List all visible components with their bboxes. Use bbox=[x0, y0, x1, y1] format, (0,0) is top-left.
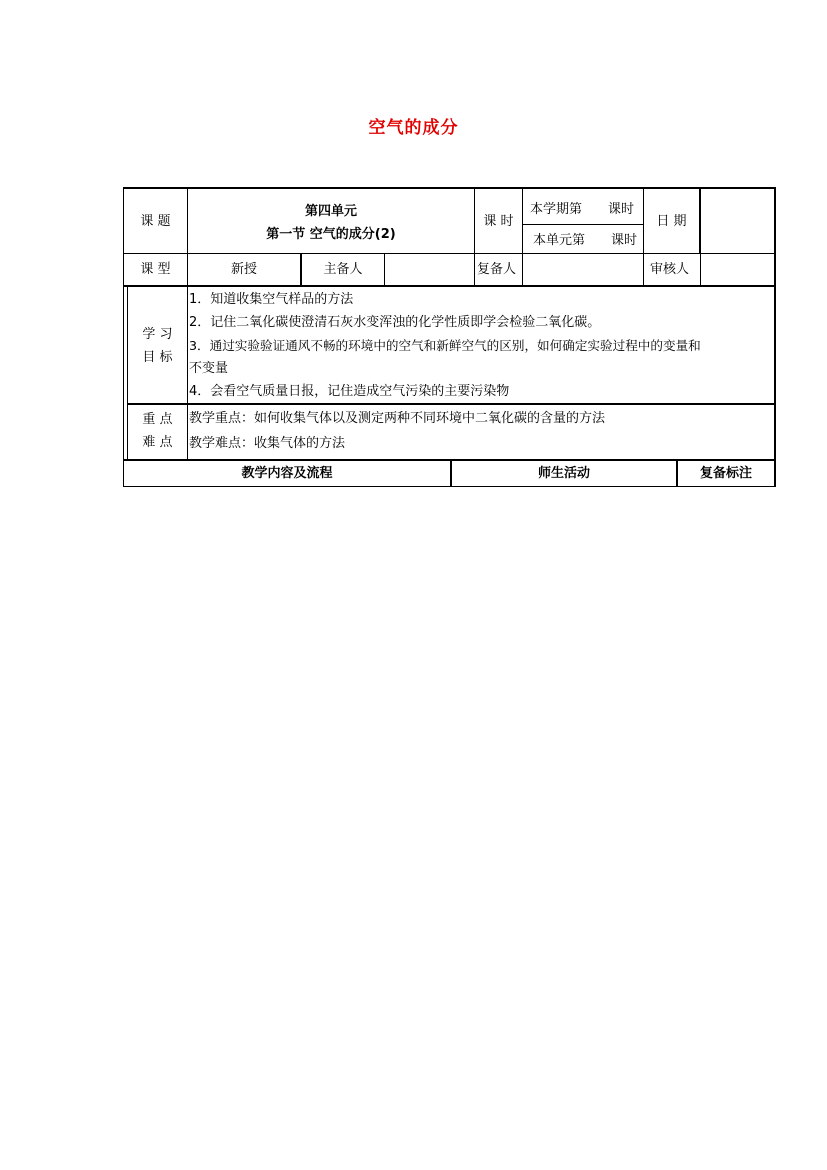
activities-header: 师生活动 bbox=[537, 466, 590, 481]
preparer-label: 主备人 bbox=[323, 262, 363, 277]
row-divider-1 bbox=[123, 253, 776, 254]
table-border-left bbox=[123, 187, 124, 487]
objective-item: 4．会看空气质量日报，记住造成空气污染的主要污染物 bbox=[189, 384, 510, 399]
col-divider-e bbox=[699, 187, 701, 254]
key-points-label-line2: 难 点 bbox=[142, 435, 173, 450]
notes-header: 复备标注 bbox=[699, 466, 752, 481]
objective-item: 2．记住二氧化碳使澄清石灰水变浑浊的化学性质即学会检验二氧化碳。 bbox=[189, 315, 601, 330]
table-border-left-inner bbox=[127, 286, 128, 460]
col-divider-d bbox=[643, 187, 644, 286]
period-label: 课 时 bbox=[483, 214, 514, 229]
row-divider-3 bbox=[127, 403, 776, 405]
row-divider-2 bbox=[123, 285, 776, 287]
unit-title: 第四单元 bbox=[304, 204, 357, 219]
table-border-top bbox=[123, 187, 776, 189]
semester-period: 本学期第 课时 bbox=[530, 202, 635, 217]
col-divider-labels bbox=[187, 286, 188, 460]
objective-item: 1．知道收集空气样品的方法 bbox=[189, 292, 354, 307]
table-border-right bbox=[774, 187, 776, 487]
type-value: 新授 bbox=[230, 262, 257, 277]
date-label: 日 期 bbox=[656, 214, 687, 229]
unit-period: 本单元第 课时 bbox=[533, 233, 638, 248]
col-divider-h bbox=[700, 254, 701, 286]
reviewer-label: 复备人 bbox=[477, 262, 517, 277]
auditor-label: 审核人 bbox=[650, 262, 690, 277]
col-divider-b bbox=[474, 187, 475, 286]
objective-item: 不变量 bbox=[189, 361, 229, 376]
type-label: 课 型 bbox=[140, 262, 171, 277]
col-divider-c bbox=[522, 187, 523, 286]
period-divider bbox=[523, 224, 643, 225]
objectives-label-line2: 目 标 bbox=[142, 350, 173, 365]
content-flow-header: 教学内容及流程 bbox=[241, 466, 333, 481]
document-title: 空气的成分 bbox=[368, 118, 459, 138]
objectives-label-line1: 学 习 bbox=[142, 327, 173, 342]
section-title: 第一节 空气的成分(2) bbox=[266, 227, 396, 242]
objective-item: 3．通过实验验证通风不畅的环境中的空气和新鲜空气的区别，如何确定实验过程中的变量和 bbox=[189, 338, 701, 353]
topic-label: 课 题 bbox=[140, 214, 171, 229]
col-divider-g bbox=[384, 254, 385, 286]
teaching-focus: 教学重点：如何收集气体以及测定两种不同环境中二氧化碳的含量的方法 bbox=[189, 411, 606, 426]
teaching-difficulty: 教学难点：收集气体的方法 bbox=[189, 436, 346, 451]
key-points-label-line1: 重 点 bbox=[142, 412, 173, 427]
